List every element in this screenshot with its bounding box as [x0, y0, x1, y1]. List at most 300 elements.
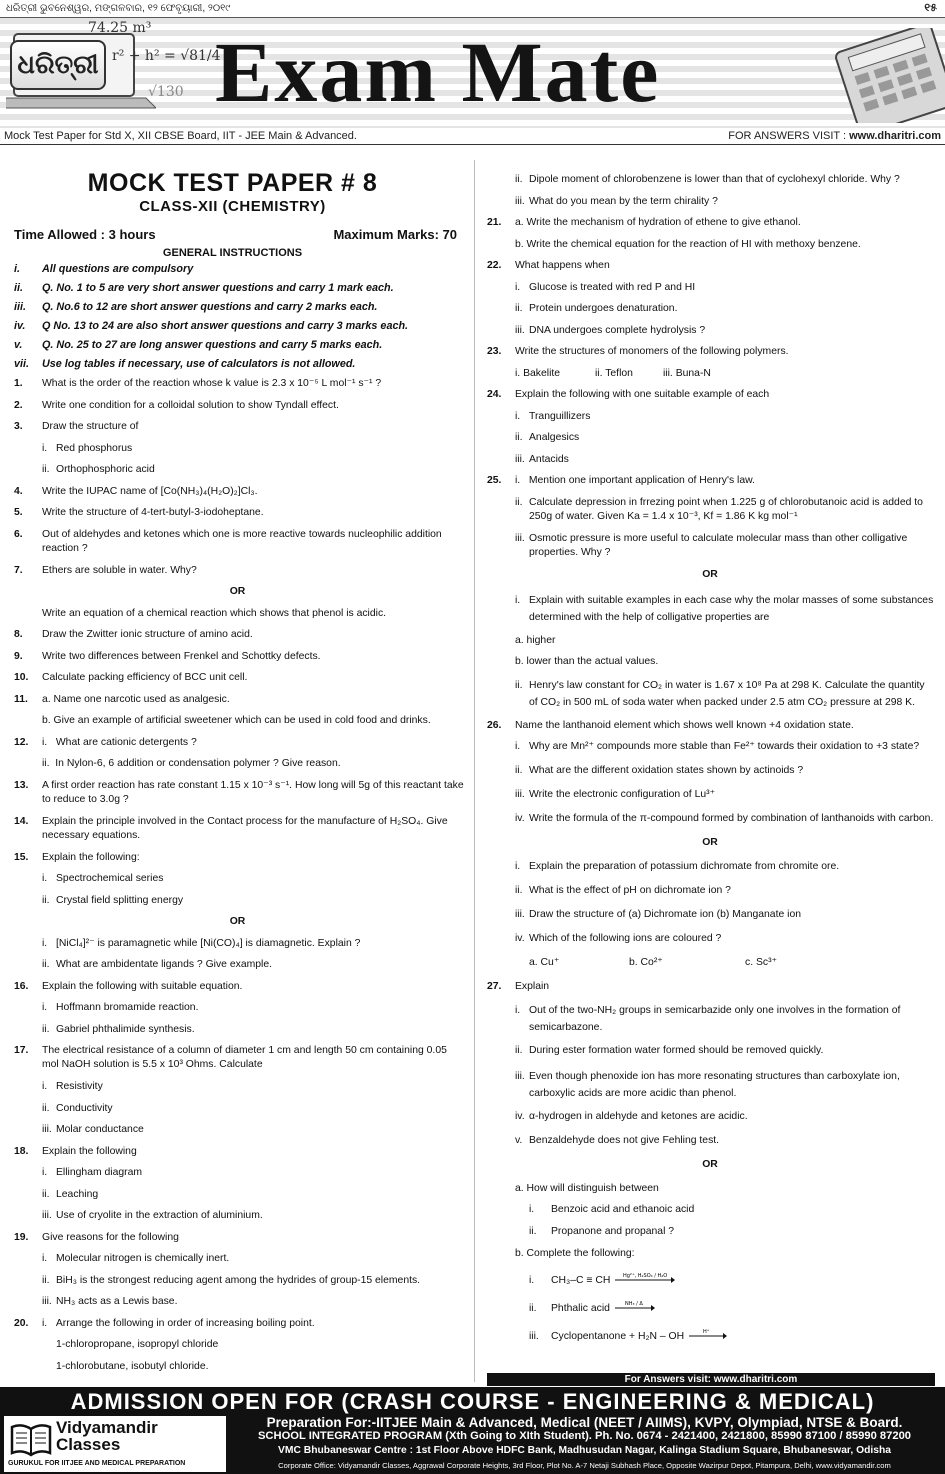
logo-tagline: GURUKUL FOR IITJEE AND MEDICAL PREPARATION [8, 1460, 186, 1467]
question-text: Write an equation of a chemical reaction which shows that phenol is acidic. [42, 607, 387, 619]
question-text: What happens when [515, 260, 610, 271]
question-text: Write the structures of monomers of the following polymers. [515, 346, 789, 357]
page-number: ୧୫ [924, 2, 937, 14]
masthead-dateline: ଧରିତ୍ରୀ ଭୁବନେଶ୍ୱର, ମଙ୍ଗଳବାର, ୧୨ ଫେବୃୟାରୀ, ୨୦୧୯ [6, 3, 231, 14]
sub-number: ii. [42, 1188, 50, 1200]
sub-number: ii. [515, 679, 523, 691]
sub-number: ii. [529, 1226, 537, 1237]
sub-question-text: Why are Mn²⁺ compounds more stable than Fe²⁺ towards their oxidation to +3 state? [529, 741, 920, 752]
question-number: 4. [14, 485, 23, 497]
question-number: 6. [14, 528, 23, 540]
question-number: 27. [487, 981, 502, 992]
sub-number: ii. [42, 758, 56, 769]
or-separator: OR [229, 586, 246, 597]
sub-question [10, 1077, 465, 1099]
question-text: What is the order of the reaction whose k value is 2.3 x 10⁻⁵ L mol⁻¹ s⁻¹ ? [42, 378, 382, 389]
instruction-text: Q. No.6 to 12 are short answer questions and carry 2 marks each. [42, 301, 378, 313]
question-27 [485, 977, 935, 999]
calculator-icon [835, 28, 945, 123]
sub-question [485, 278, 935, 300]
question-number: 15. [14, 851, 29, 863]
footer-school-program: SCHOOL INTEGRATED PROGRAM (Xth Going to XIth Student). Ph. No. 0674 - 2421400, 2421800, 85990 87100 / 85990 87200 [257, 1430, 912, 1442]
sub-number: i. [515, 861, 521, 872]
sub-question-text: Dipole moment of chlorobenzene is lower than that of cyclohexyl chloride. Why ? [529, 174, 900, 185]
sub-question [485, 299, 935, 321]
sub-question [10, 1185, 465, 1207]
sub-question [485, 905, 935, 929]
sub-question [485, 737, 935, 761]
footer-programs: Preparation For:-IITJEE Main & Advanced, Medical (NEET / AIIMS), KVPY, Olympiad, NTSE & Board. [266, 1415, 903, 1430]
sub-question [485, 881, 935, 905]
sub-question-text: DNA undergoes complete hydrolysis ? [529, 324, 706, 336]
logo-name [56, 1419, 158, 1453]
question-text: Calculate packing efficiency of BCC unit cell. [42, 672, 248, 683]
sub-number: iii. [515, 195, 525, 207]
question-12-ii [10, 754, 465, 776]
sub-question [10, 1249, 465, 1271]
advertisement-footer [0, 1387, 945, 1474]
question-number: 3. [14, 421, 23, 432]
admission-headline: ADMISSION OPEN FOR (CRASH COURSE - ENGINEERING & MEDICAL) [70, 1389, 875, 1414]
sub-number: i. [42, 1167, 48, 1178]
sub-question-text: Even though phenoxide ion has more resonating structures than carboxylate ion, carboxylic acids are more acidic than phenol. [529, 1070, 900, 1099]
sub-number: i. [42, 1317, 56, 1329]
sub-question [10, 1120, 465, 1142]
question-text: Arrange the following in order of increasing boiling point. [55, 1317, 315, 1329]
sub-question [485, 1222, 935, 1244]
sub-question [485, 999, 935, 1041]
instruction-text: Q. No. 25 to 27 are long answer questions and carry 5 marks each. [42, 339, 383, 351]
sub-number: i. [515, 1004, 521, 1016]
question-21 [485, 213, 935, 235]
reaction-reactant: Cyclopentanone + H₂N – OH [551, 1330, 685, 1342]
question-text: Explain the principle involved in the Contact process for the manufacture of H₂SO₄. Give necessary equations. [42, 815, 448, 841]
sub-question [485, 1131, 935, 1155]
question-number: 26. [487, 719, 502, 731]
question-23-options [485, 364, 935, 386]
sub-number: ii. [515, 1044, 523, 1056]
sub-question-text: Molar conductance [56, 1124, 144, 1135]
question-text: Write the IUPAC name of [Co(NH₃)₄(H₂O)₂]Cl₃. [42, 485, 258, 497]
sub-question-text: Gabriel phthalimide synthesis. [56, 1023, 195, 1035]
question-1 [10, 374, 465, 396]
sub-number: i. [515, 281, 521, 293]
instruction-item [10, 355, 465, 374]
question-text: A first order reaction has rate constant 1.15 x 10⁻³ s⁻¹. How long will 5g of this reactant take to reduce to 3.0g ? [42, 779, 464, 805]
question-number: 22. [487, 260, 502, 271]
formula-radius: r² + h² = √81/4 [112, 48, 221, 64]
option-cu: a. Cu⁺ [529, 957, 560, 968]
sub-question [10, 460, 465, 482]
right-column [485, 170, 935, 1350]
question-text: Explain [515, 981, 550, 992]
sub-number: iv. [515, 933, 525, 944]
answers-link[interactable]: www.dharitri.com [849, 130, 941, 142]
arrow-icon [687, 1327, 727, 1343]
sub-question-text: What is the effect of pH on dichromate ion ? [529, 885, 731, 896]
page-title: Exam Mate [215, 24, 661, 120]
question-text: b. Give an example of artificial sweetener which can be used in cold food and drinks. [42, 715, 431, 726]
sub-question-text: BiH₃ is the strongest reducing agent among the hydrides of group-15 elements. [56, 1274, 421, 1286]
brand-logo: ଧରିତ୍ରୀ [10, 40, 106, 90]
question-number: 9. [14, 650, 23, 662]
reaction-1 [485, 1266, 935, 1294]
tagline-right [728, 130, 941, 142]
sub-question [10, 869, 465, 891]
sub-question-text: What are ambidentate ligands ? Give example. [56, 959, 273, 970]
sub-number: ii. [515, 496, 523, 508]
sub-number: i. [529, 1204, 535, 1215]
instruction-number: v. [14, 339, 23, 351]
sub-number: iv. [515, 813, 525, 824]
sub-question-text: Glucose is treated with red P and HI [529, 281, 696, 293]
sub-question-text: 1-chloropropane, isopropyl chloride [56, 1339, 219, 1350]
question-text: Out of aldehydes and ketones which one is more reactive towards nucleophilic addition reaction ? [42, 528, 442, 554]
question-number: 14. [14, 815, 29, 827]
question-17 [10, 1041, 465, 1077]
instruction-item [10, 260, 465, 279]
question-number: 23. [487, 346, 502, 357]
sub-question-text: Analgesics [529, 432, 580, 443]
time-allowed: Time Allowed : 3 hours [14, 227, 156, 242]
question-text: Write two differences between Frenkel and Schottky defects. [42, 650, 321, 662]
question-20 [10, 1314, 465, 1336]
sub-number: i. [515, 475, 529, 486]
sub-question [10, 934, 465, 956]
sub-number: i. [42, 1002, 48, 1013]
question-text: Draw the structure of [42, 421, 139, 432]
question-13 [10, 776, 465, 812]
sub-question-text: Osmotic pressure is more useful to calculate molecular mass than other colligative properties. Why ? [529, 532, 908, 558]
logo-name-line-1: Vidyamandir [56, 1418, 158, 1437]
reaction-condition: Hg²⁺, H₂SO₄ / H₂O [623, 1272, 668, 1279]
reaction-reactant: Phthalic acid [551, 1302, 610, 1314]
question-text: Write one condition for a colloidal solution to show Tyndall effect. [42, 399, 339, 411]
question-number: 7. [14, 564, 23, 576]
tagline-left: Mock Test Paper for Std X, XII CBSE Board, IIT - JEE Main & Advanced. [4, 130, 357, 142]
formula-root: √130 [148, 84, 184, 100]
question-text: Give reasons for the following [42, 1231, 179, 1243]
sub-question-text: Hoffmann bromamide reaction. [56, 1002, 199, 1013]
sub-number: i. [42, 1253, 48, 1264]
sub-number: ii. [42, 464, 50, 475]
question-number: 24. [487, 389, 502, 400]
sub-question [10, 1335, 465, 1357]
question-10 [10, 668, 465, 690]
reaction-arrow [613, 1272, 673, 1285]
sub-question-text: Benzoic acid and ethanoic acid [551, 1204, 695, 1215]
ion-options [485, 953, 935, 977]
question-text: Explain the following: [42, 851, 140, 863]
option-bakelite: i. Bakelite [515, 367, 561, 379]
sub-question [10, 1163, 465, 1185]
sub-number: iii. [515, 324, 525, 336]
vidyamandir-logo [4, 1416, 226, 1472]
sub-question-text: During ester formation water formed should be removed quickly. [529, 1044, 824, 1056]
instruction-text: Use log tables if necessary, use of calculators is not allowed. [42, 358, 356, 370]
instruction-number: iv. [14, 320, 26, 332]
arrow-icon [613, 1299, 655, 1315]
option-sc: c. Sc³⁺ [745, 957, 778, 968]
reaction-condition: NH₃ / Δ [624, 1300, 643, 1307]
sub-question-text: Protein undergoes denaturation. [529, 303, 678, 314]
sub-number: iii. [515, 1070, 525, 1082]
instruction-text: Q. No. 1 to 5 are very short answer questions and carry 1 mark each. [42, 282, 394, 294]
question-3 [10, 417, 465, 439]
class-title: CLASS-XII (CHEMISTRY) [139, 198, 326, 215]
sub-question [485, 785, 935, 809]
sub-number: i. [42, 736, 56, 748]
sub-number: iii. [515, 789, 525, 800]
question-25 [485, 471, 935, 493]
question-number: 13. [14, 779, 29, 791]
question-5 [10, 503, 465, 525]
sub-question [485, 761, 935, 785]
sub-number: i. [42, 442, 48, 454]
or-separator: OR [702, 1158, 718, 1170]
tagline-right-label: FOR ANSWERS VISIT : [728, 130, 850, 142]
exam-mate-banner [0, 18, 945, 128]
sub-number: iii. [515, 909, 525, 920]
sub-number: i. [42, 1081, 48, 1092]
question-text: What are cationic detergents ? [55, 736, 197, 748]
question-8 [10, 625, 465, 647]
paper-title: MOCK TEST PAPER # 8 [87, 169, 378, 197]
sub-question [485, 809, 935, 833]
question-number: 11. [14, 693, 28, 705]
formula-volume: 74.25 m³ [88, 20, 152, 36]
sub-question-text: Antacids [529, 453, 569, 465]
sub-question [10, 1357, 465, 1379]
sub-number: i. [515, 594, 521, 606]
question-text: Explain the following [42, 1145, 137, 1157]
option-co: b. Co²⁺ [629, 957, 663, 968]
sub-question-text: Benzaldehyde does not give Fehling test. [529, 1134, 720, 1146]
sub-question-text: Orthophosphoric acid [56, 464, 155, 475]
instruction-item [10, 298, 465, 317]
sub-question-text: Resistivity [56, 1081, 103, 1092]
option-teflon: ii. Teflon [595, 367, 633, 379]
question-text: Explain the following with suitable equation. [42, 980, 243, 992]
sub-question-text: Red phosphorus [56, 442, 133, 454]
sub-number: ii. [42, 1102, 50, 1114]
arrow-icon [613, 1271, 675, 1287]
question-number: 17. [14, 1045, 29, 1056]
question-15 [10, 848, 465, 870]
open-book-icon [10, 1421, 52, 1457]
instruction-item [10, 336, 465, 355]
general-instructions-title: GENERAL INSTRUCTIONS [162, 247, 303, 259]
question-text: a. Write the mechanism of hydration of ethene to give ethanol. [515, 217, 801, 228]
question-number: 10. [14, 672, 29, 683]
instruction-number: iii. [14, 301, 26, 313]
sub-question [10, 1099, 465, 1121]
question-number: 2. [14, 399, 23, 411]
question-number: 1. [14, 378, 23, 389]
question-text: Name the lanthanoid element which shows well known +4 oxidation state. [515, 719, 854, 731]
sub-number: iii. [515, 532, 525, 544]
sub-number: i. [515, 410, 521, 422]
sub-question [485, 450, 935, 472]
question-18 [10, 1142, 465, 1164]
sub-question [485, 428, 935, 450]
option-text: b. lower than the actual values. [515, 656, 659, 667]
sub-question [10, 1206, 465, 1228]
option-text: a. higher [515, 634, 556, 646]
sub-question-text: Use of cryolite in the extraction of aluminium. [56, 1210, 263, 1221]
sub-number: iv. [515, 1110, 525, 1122]
logo-name-line-2: Classes [56, 1435, 121, 1454]
sub-number: ii. [515, 174, 523, 185]
sub-question [10, 891, 465, 913]
newspaper-masthead-strip [0, 0, 945, 18]
question-11-b [10, 711, 465, 733]
sub-question [10, 1020, 465, 1042]
question-number: 8. [14, 629, 23, 640]
question-21-b [485, 235, 935, 257]
question-text: Mention one important application of Henry's law. [528, 475, 755, 486]
sub-number: iii. [42, 1124, 52, 1135]
question-text: Draw the Zwitter ionic structure of amino acid. [42, 629, 253, 640]
or-separator: OR [702, 837, 718, 848]
question-12 [10, 733, 465, 755]
question-number: 18. [14, 1145, 29, 1157]
sub-question-text: Henry's law constant for CO₂ in water is 1.67 x 10⁸ Pa at 298 K. Calculate the quantity of CO₂ in 500 mL of soda water when packed under 2.5 atm CO₂ pressure at 298 K. [529, 679, 925, 708]
question-text: Explain the following with one suitable example of each [515, 389, 770, 400]
sub-number: i. [515, 741, 521, 752]
sub-question [485, 170, 935, 192]
sub-number: ii. [42, 959, 50, 970]
sub-number: ii. [515, 432, 523, 443]
instruction-text: Q No. 13 to 24 are also short answer questions and carry 3 marks each. [42, 320, 409, 332]
sub-number: iii. [42, 1210, 52, 1221]
question-6 [10, 525, 465, 561]
question-4 [10, 482, 465, 504]
question-number: 20. [14, 1317, 29, 1329]
question-16 [10, 977, 465, 999]
question-number: 21. [487, 217, 502, 228]
reaction-arrow [613, 1300, 655, 1313]
sub-option [485, 652, 935, 674]
question-number: 12. [14, 736, 29, 748]
sub-question [485, 1041, 935, 1065]
question-text: a. How will distinguish between [515, 1182, 659, 1194]
question-text: b. Complete the following: [515, 1248, 635, 1259]
question-text: a. Name one narcotic used as analgesic. [42, 693, 230, 705]
footer-centre-address: VMC Bhubaneswar Centre : 1st Floor Above HDFC Bank, Madhusudan Nagar, Kalinga Stadium Square, Bhubaneswar, Odisha [278, 1445, 891, 1456]
question-number: 5. [14, 507, 23, 518]
option-buna-n: iii. Buna-N [663, 367, 711, 379]
sub-option [485, 631, 935, 653]
sub-question [485, 529, 935, 565]
instruction-text: All questions are compulsory [42, 263, 194, 275]
sub-question-text: Write the electronic configuration of Lu³⁺ [529, 789, 716, 800]
instruction-number: vii. [14, 358, 30, 370]
question-7 [10, 561, 465, 583]
column-divider [474, 160, 475, 1382]
question-26 [485, 716, 935, 738]
sub-question [10, 998, 465, 1020]
sub-number: ii. [42, 1023, 50, 1035]
sub-number: v. [515, 1134, 523, 1146]
sub-question-text: Spectrochemical series [56, 873, 164, 884]
sub-question-text: [NiCl₄]²⁻ is paramagnetic while [Ni(CO)₄] is diamagnetic. Explain ? [56, 937, 361, 949]
question-27-a [485, 1179, 935, 1201]
reaction-2 [485, 1294, 935, 1322]
sub-question [485, 493, 935, 529]
tagline-divider [0, 144, 945, 145]
sub-number: ii. [529, 1302, 537, 1314]
instruction-number: ii. [14, 282, 23, 294]
sub-question-text: α-hydrogen in aldehyde and ketones are acidic. [529, 1110, 748, 1122]
or-separator: OR [702, 568, 718, 580]
reaction-arrow [687, 1328, 727, 1341]
sub-question-text: Molecular nitrogen is chemically inert. [56, 1253, 230, 1264]
sub-question-text: Draw the structure of (a) Dichromate ion (b) Manganate ion [529, 909, 802, 920]
sub-question-text: Which of the following ions are coloured ? [529, 933, 722, 944]
sub-question [485, 192, 935, 214]
sub-question-text: What do you mean by the term chirality ? [529, 195, 718, 207]
sub-question-text: Leaching [56, 1188, 99, 1200]
instruction-item [10, 317, 465, 336]
sub-question [485, 589, 935, 631]
maximum-marks: Maximum Marks: 70 [333, 227, 457, 242]
sub-question-text: NH₃ acts as a Lewis base. [56, 1296, 178, 1307]
sub-number: i. [42, 873, 48, 884]
question-2 [10, 396, 465, 418]
question-number: 19. [14, 1231, 29, 1243]
question-number: 16. [14, 980, 29, 992]
answers-link-bar[interactable]: For Answers visit: www.dharitri.com [487, 1373, 935, 1386]
sub-number: i. [42, 937, 48, 949]
sub-question-text: 1-chlorobutane, isobutyl chloride. [56, 1360, 209, 1372]
sub-question [10, 1292, 465, 1314]
instruction-number: i. [14, 263, 20, 275]
sub-number: ii. [42, 1274, 50, 1286]
sub-question [485, 674, 935, 716]
sub-question [485, 857, 935, 881]
sub-question [485, 1200, 935, 1222]
question-14 [10, 812, 465, 848]
sub-question-text: Write the formula of the π-compound formed by combination of lanthanoids with carbon. [529, 813, 934, 824]
question-text: Write the structure of 4-tert-butyl-3-iodoheptane. [42, 507, 264, 518]
sub-number: ii. [515, 885, 523, 896]
exam-meta [10, 228, 465, 246]
sub-number: ii. [515, 765, 523, 776]
sub-number: iii. [515, 453, 525, 465]
sub-question-text: Explain the preparation of potassium dichromate from chromite ore. [529, 861, 840, 872]
question-22 [485, 256, 935, 278]
sub-question-text: Ellingham diagram [56, 1167, 143, 1178]
question-24 [485, 385, 935, 407]
question-number: 25. [487, 475, 502, 486]
sub-question-text: Calculate depression in frrezing point when 1.225 g of chlorobutanoic acid is added to 250g of water. Given Ka = 1.4 x 10⁻³, Kf = 1.86 K kg mol⁻¹ [529, 496, 923, 522]
sub-question [485, 929, 935, 953]
sub-question [10, 955, 465, 977]
sub-question-text: Explain with suitable examples in each case why the molar masses of some substances determined with the help of colligative properties are [529, 594, 934, 623]
sub-question-text: What are the different oxidation states shown by actinoids ? [529, 765, 804, 776]
sub-number: i. [529, 1274, 535, 1286]
sub-question-text: Propanone and propanal ? [551, 1226, 675, 1237]
sub-number: iii. [529, 1330, 539, 1342]
reaction-reactant: CH₃–C ≡ CH [551, 1274, 611, 1286]
sub-question-text: Out of the two-NH₂ groups in semicarbazide only one involves in the formation of semicarbazone. [529, 1004, 901, 1033]
instruction-item [10, 279, 465, 298]
question-text: Ethers are soluble in water. Why? [42, 564, 197, 576]
sub-question-text: Conductivity [56, 1102, 113, 1114]
sub-question-text: Tranguillizers [529, 410, 591, 422]
question-9 [10, 647, 465, 669]
